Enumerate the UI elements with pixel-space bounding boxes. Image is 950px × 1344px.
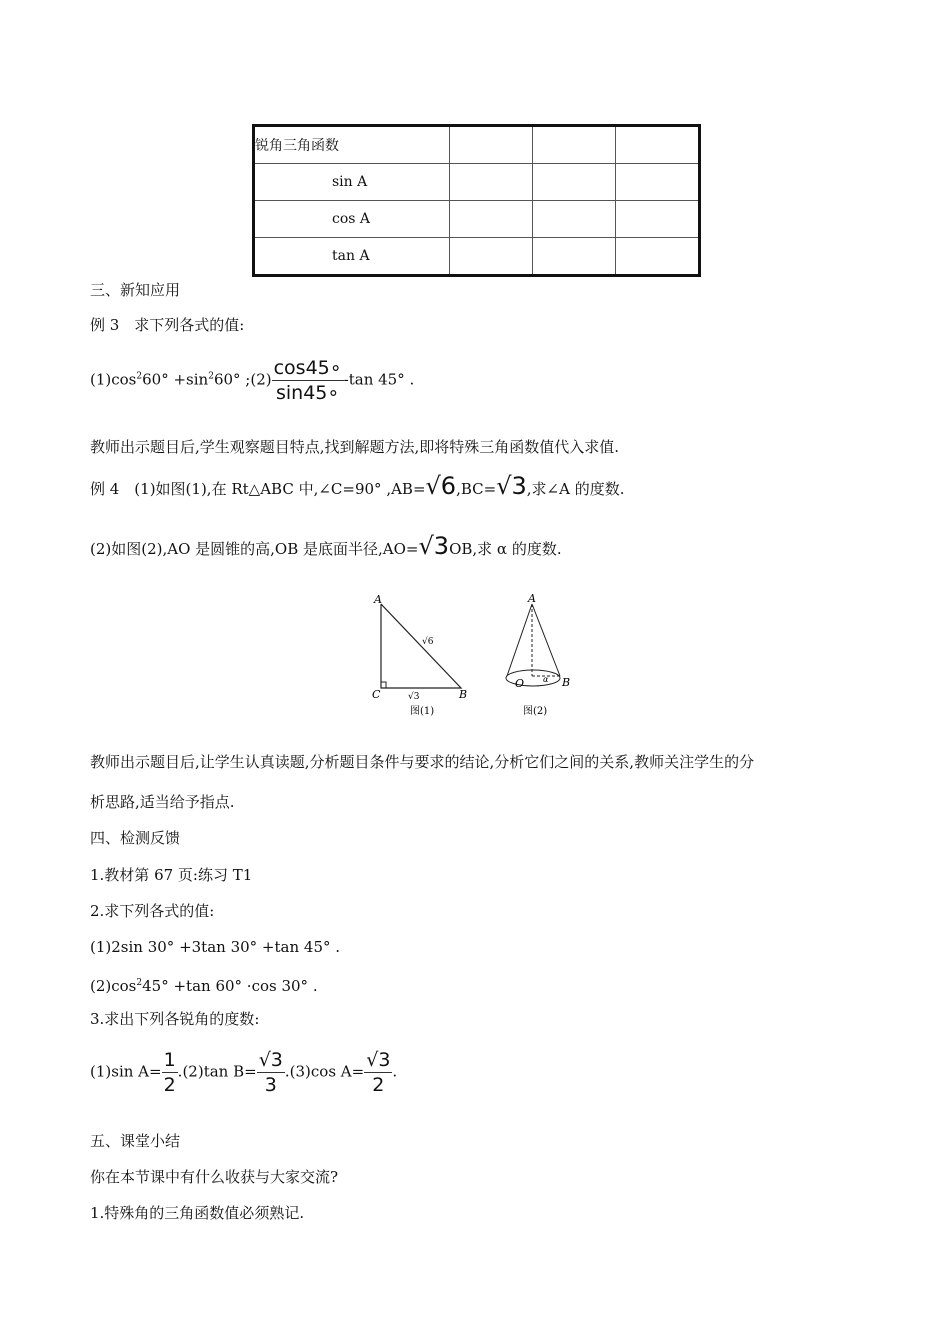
section-heading: 四、检测反馈	[90, 829, 181, 847]
question-1: 1.教材第 67 页:练习 T1	[90, 866, 253, 884]
table-row-tan: tan A	[254, 238, 450, 276]
svg-text:A: A	[374, 593, 382, 606]
svg-text:B: B	[459, 688, 468, 701]
triangle-figure	[372, 593, 467, 717]
svg-text:α: α	[543, 675, 549, 684]
cone-figure	[506, 592, 570, 717]
svg-text:图(2): 图(2)	[523, 706, 548, 717]
svg-text:C: C	[372, 688, 381, 701]
section-heading: 五、课堂小结	[90, 1132, 181, 1150]
table-row-cos: cos A	[254, 201, 450, 238]
svg-text:B: B	[562, 676, 571, 689]
example-4-part2: (2)如图(2),AO 是圆锥的高,OB 是底面半径,AO=√3OB,求 α 的度数.	[90, 532, 562, 560]
table-row-sin: sin A	[254, 164, 450, 201]
section-heading: 三、新知应用	[90, 281, 181, 299]
question-3: 3.求出下列各锐角的度数:	[90, 1010, 260, 1028]
question-2-1: (1)2sin 30° +3tan 30° +tan 45° .	[90, 938, 341, 956]
summary-point-1: 1.特殊角的三角函数值必须熟记.	[90, 1204, 305, 1222]
table-header: 锐角三角函数	[254, 126, 450, 164]
summary-question: 你在本节课中有什么收获与大家交流?	[90, 1168, 339, 1186]
example-3: 例 3 求下列各式的值:	[90, 316, 245, 334]
figures	[360, 590, 600, 720]
trig-table	[252, 124, 701, 277]
question-2: 2.求下列各式的值:	[90, 902, 215, 920]
svg-text:A: A	[528, 592, 536, 605]
question-2-2: $(2)\cos^245^\circ +\tan$ 60° ·cos 30° .	[90, 977, 318, 995]
teacher-note-1: 教师出示题目后,学生观察题目特点,找到解题方法,即将特殊三角函数值代入求值.	[90, 438, 620, 456]
example-4-part1: 例 4 (1)如图(1),在 Rt△ABC 中,∠C=90° ,AB=√6,BC=√3,求∠A 的度数.	[90, 472, 625, 500]
svg-text:图(1): 图(1)	[410, 706, 435, 717]
teacher-note-2: 教师出示题目后,让学生认真读题,分析题目条件与要求的结论,分析它们之间的关系,教师关注学生的分	[90, 753, 755, 771]
example-3-formula: $(1)\cos^260^\circ +\sin^260^\circ$ ;(2) $\frac{\cos 45\circ}{\sin 45\circ}$ -tan 45° .	[90, 357, 415, 404]
question-3-items: (1)sin A= $\frac{1}{2}$ .(2)tan B= $\frac{√3}{3}$ .(3)cos A= $\frac{√3}{2}$ .	[90, 1049, 398, 1096]
svg-text:O: O	[515, 677, 525, 690]
teacher-note-2-cont: 析思路,适当给予指点.	[90, 793, 235, 811]
svg-text:√3: √3	[408, 692, 420, 702]
svg-text:√6: √6	[422, 637, 434, 647]
